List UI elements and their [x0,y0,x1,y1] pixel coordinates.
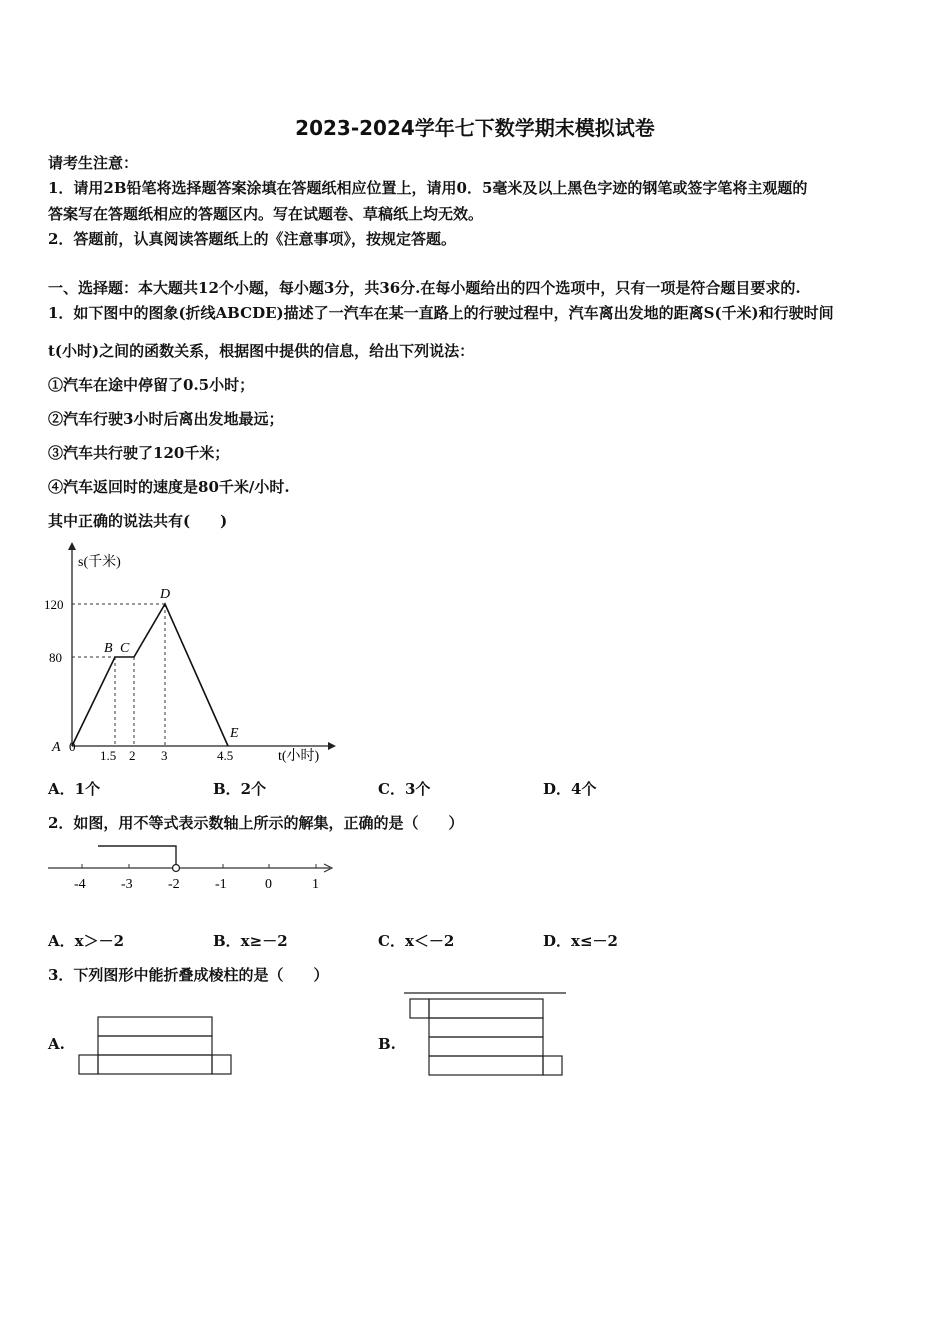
point-c-label: C [120,641,130,656]
x-axis-label: t(小时) [278,749,320,764]
q2-number-line [40,838,350,898]
tick-label: -4 [74,877,86,892]
notice-line-2: 2．答题前，认真阅读答题纸上的《注意事项》，按规定答题。 [48,230,456,248]
graph-polyline [72,604,228,746]
point-a-label: A [52,740,61,755]
net-b-face [429,1056,543,1075]
q1-stem-a: 1．如下图中的图象(折线ABCDE)描述了一汽车在某一直路上的行驶过程中，汽车离出发地的距离S(千米)和行驶时间 [48,304,834,322]
q3-label-a: A. [48,1035,65,1053]
net-b-face [429,1037,543,1056]
notice-line-1b: 答案写在答题纸相应的答题区内。写在试题卷、草稿纸上均无效。 [48,205,484,223]
x-tick-4-5: 4.5 [217,748,234,763]
q1-ask: 其中正确的说法共有( ) [48,512,228,530]
net-a-face [98,1036,212,1055]
tick-label: 1 [312,877,319,892]
section-heading: 一、选择题：本大题共12个小题，每小题3分，共36分.在每小题给出的四个选项中，只有一项是符合题目要求的. [48,279,801,297]
tick-label: -3 [121,877,133,892]
q1-option-c: C．3个 [378,780,431,798]
x-tick-1-5: 1.5 [100,748,117,763]
origin-label: 0 [69,739,76,754]
notice-heading: 请考生注意： [48,154,139,172]
q1-statement-1: ①汽车在途中停留了0.5小时； [48,376,255,394]
net-a-side-face [79,1055,98,1074]
q2-stem: 2．如图，用不等式表示数轴上所示的解集，正确的是（ ） [48,814,464,832]
solution-bracket [98,846,176,864]
open-circle [173,865,180,872]
q1-graph [40,538,340,768]
net-a-side-face [212,1055,231,1074]
net-b-face [429,1018,543,1037]
page-title: 2023-2024学年七下数学期末模拟试卷 [295,116,655,140]
tick-label: 0 [265,877,272,892]
y-tick-120: 120 [44,597,64,612]
q3-net-b [402,990,572,1080]
q2-option-b: B．x≥－2 [213,932,288,950]
x-tick-2: 2 [129,748,136,763]
q1-statement-4: ④汽车返回时的速度是80千米/小时. [48,478,290,496]
y-axis-label: s(千米) [78,555,121,570]
tick-label: -1 [215,877,227,892]
q2-option-d: D．x≤－2 [543,932,618,950]
q1-option-b: B．2个 [213,780,267,798]
point-e-label: E [230,726,239,741]
q3-label-b: B. [378,1035,396,1053]
net-b-side-face [410,999,429,1018]
net-b-side-face [543,1056,562,1075]
q3-net-a [76,1014,236,1078]
tick-label: -2 [168,877,180,892]
net-a-face [98,1055,212,1074]
net-a-face [98,1017,212,1036]
y-tick-80: 80 [49,650,62,665]
y-axis-arrow [68,542,76,550]
q1-stem-b: t(小时)之间的函数关系，根据图中提供的信息，给出下列说法： [48,342,475,360]
x-axis-arrow [328,742,336,750]
point-d-label: D [160,587,171,602]
q1-option-a: A．1个 [48,780,101,798]
q2-option-a: A．x＞－2 [48,932,125,950]
point-b-label: B [104,641,113,656]
q1-option-d: D．4个 [543,780,597,798]
q1-statement-2: ②汽车行驶3小时后离出发地最远； [48,410,284,428]
q2-option-c: C．x＜－2 [378,932,455,950]
notice-line-1a: 1．请用2B铅笔将选择题答案涂填在答题纸相应位置上，请用0．5毫米及以上黑色字迹的钢笔或签字笔将主观题的 [48,179,808,197]
net-b-face [429,999,543,1018]
q3-stem: 3．下列图形中能折叠成棱柱的是（ ） [48,966,329,984]
q1-statement-3: ③汽车共行驶了120千米； [48,444,230,462]
x-tick-3: 3 [161,748,168,763]
